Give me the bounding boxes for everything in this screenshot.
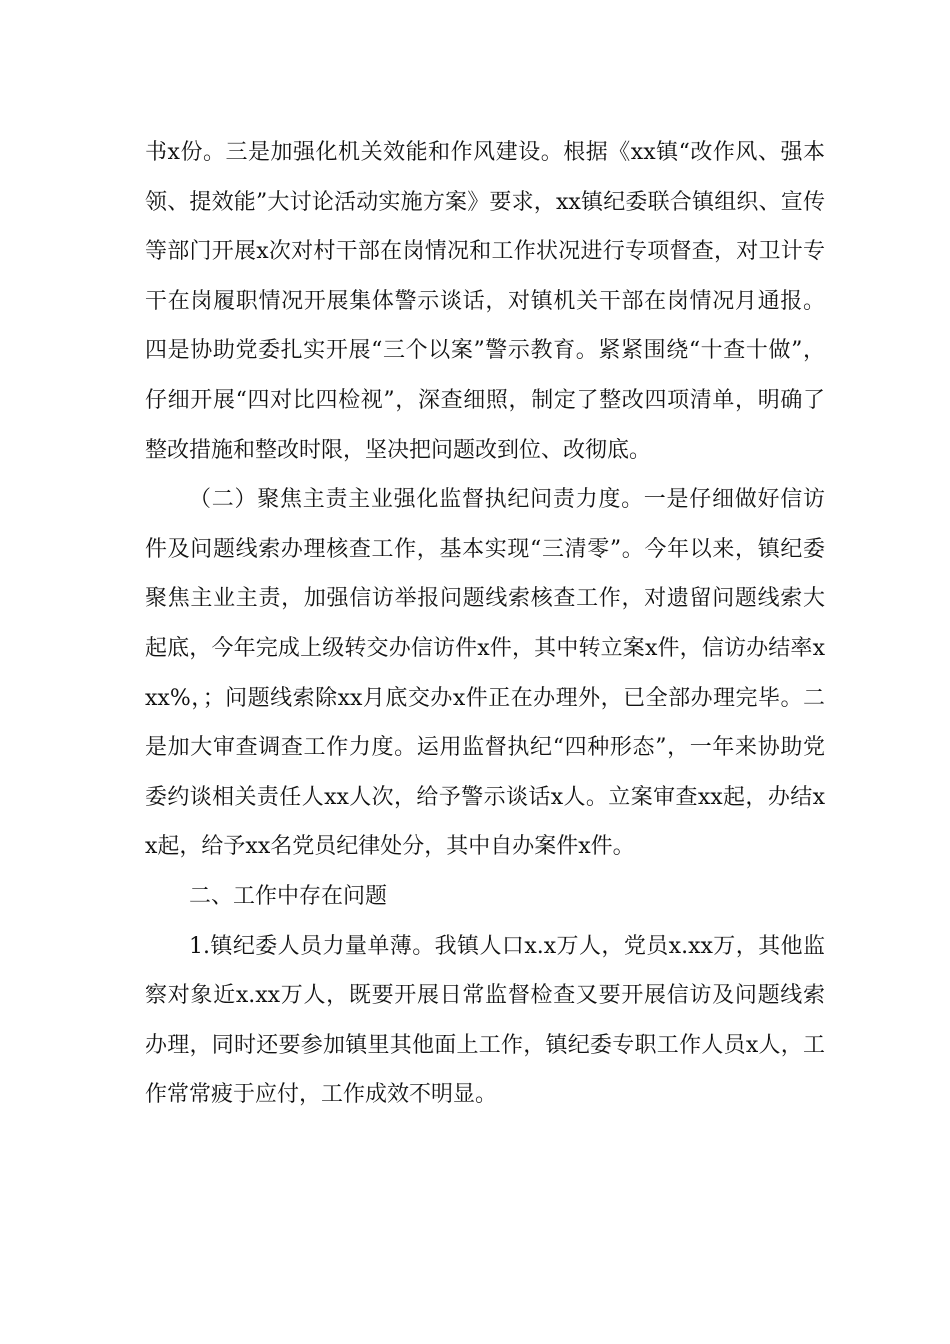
document-body (145, 128, 825, 1120)
paragraph-continuation: 书x份。三是加强化机关效能和作风建设。根据《xx镇“改作风、强本领、提效能”大讨论活动实施方案》要求，xx镇纪委联合镇组织、宣传等部门开展x次对村干部在岗情况和工作状况进行专项督查，对卫计专干在岗履职情况开展集体警示谈话，对镇机关干部在岗情况月通报。四是协助党委扎实开展“三个以案”警示教育。紧紧围绕“十查十做”，仔细开展“四对比四检视”，深查细照，制定了整改四项清单，明确了整改措施和整改时限，坚决把问题改到位、改彻底。 (145, 140, 825, 463)
paragraph-problem-one: 1.镇纪委人员力量单薄。我镇人口x.x万人，党员x.xx万，其他监察对象近x.xx万人，既要开展日常监督检查又要开展信访及问题线索办理，同时还要参加镇里其他面上工作，镇纪委专职工作人员x人，工作常常疲于应付，工作成效不明显。 (145, 933, 825, 1108)
paragraph-section-two: （二）聚焦主责主业强化监督执纪问责力度。一是仔细做好信访件及问题线索办理核查工作，基本实现“三清零”。今年以来，镇纪委聚焦主业主责，加强信访举报问题线索核查工作，对遗留问题线索大起底，今年完成上级转交办信访件x件，其中转立案x件，信访办结率xxx%，；问题线索除xx月底交办x件正在办理外，已全部办理完毕。二是加大审查调查工作力度。运用监督执纪“四种形态”，一年来协助党委约谈相关责任人xx人次，给予警示谈话x人。立案审查xx起，办结xx起，给予xx名党员纪律处分，其中自办案件x件。 (145, 487, 825, 860)
section-heading-problems: 二、工作中存在问题 (189, 883, 388, 909)
